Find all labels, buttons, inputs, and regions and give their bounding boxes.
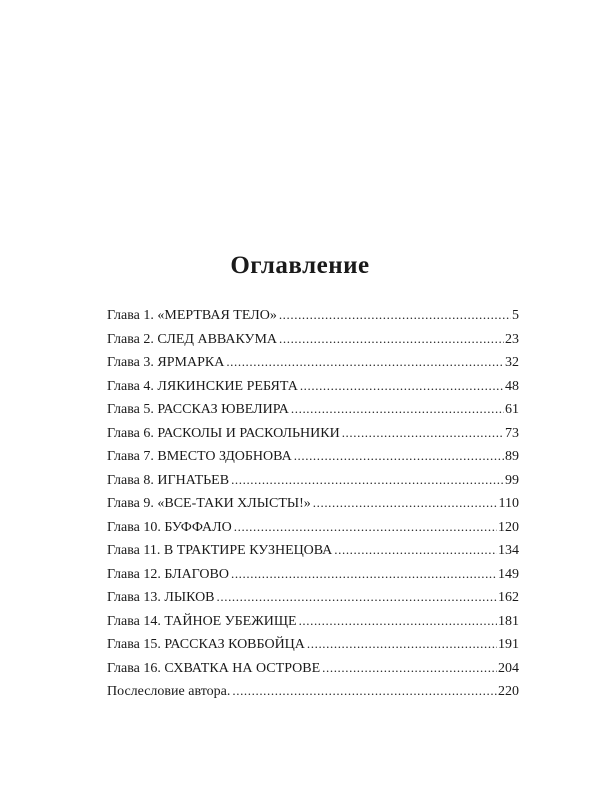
toc-dot-leader bbox=[226, 350, 504, 374]
toc-entry-label: Глава 16. СХВАТКА НА ОСТРОВЕ bbox=[107, 660, 321, 676]
toc-entry-label: Глава 8. ИГНАТЬЕВ bbox=[107, 472, 230, 488]
toc-entry-page: 89 bbox=[505, 449, 519, 464]
toc-dot-leader bbox=[231, 468, 504, 492]
toc-entry-page: 181 bbox=[498, 613, 519, 629]
toc-dot-leader bbox=[231, 562, 497, 586]
toc-entry bbox=[107, 538, 519, 562]
toc-entry bbox=[107, 562, 519, 586]
toc-entry bbox=[107, 585, 519, 609]
toc-entry bbox=[107, 303, 519, 327]
toc-entry-label: Глава 9. «ВСЕ-ТАКИ ХЛЫСТЫ!» bbox=[107, 496, 311, 511]
toc-entry-label: Глава 15. РАССКАЗ КОВБОЙЦА bbox=[107, 637, 305, 652]
toc-dot-leader bbox=[234, 515, 497, 539]
toc-entry-page: 73 bbox=[505, 425, 519, 441]
toc-entry bbox=[107, 468, 519, 492]
page-title: Оглавление bbox=[230, 252, 370, 279]
toc-entry-label: Глава 1. «МЕРТВАЯ ТЕЛО» bbox=[107, 308, 277, 323]
toc-entry bbox=[107, 421, 519, 445]
toc-entry-page: 120 bbox=[498, 519, 519, 535]
toc-entry bbox=[107, 444, 519, 468]
toc-dot-leader bbox=[313, 491, 498, 515]
toc-entry-page: 162 bbox=[498, 590, 519, 605]
toc-entry-label: Глава 2. СЛЕД АВВАКУМА bbox=[107, 331, 278, 347]
toc-entry-label: Глава 5. РАССКАЗ ЮВЕЛИРА bbox=[107, 402, 289, 417]
toc-entry-label: Глава 7. ВМЕСТО ЗДОБНОВА bbox=[107, 449, 292, 464]
toc-entry-page: 99 bbox=[505, 472, 519, 488]
toc-dot-leader bbox=[217, 585, 497, 609]
toc-dot-leader bbox=[279, 303, 511, 327]
toc-entry bbox=[107, 632, 519, 656]
toc-entry-label: Глава 6. РАСКОЛЫ И РАСКОЛЬНИКИ bbox=[107, 425, 340, 441]
toc-entry-page: 32 bbox=[505, 355, 519, 370]
toc-entry bbox=[107, 515, 519, 539]
toc-entry-page: 191 bbox=[498, 637, 519, 652]
toc-entry-page: 220 bbox=[498, 684, 519, 699]
toc-entry bbox=[107, 350, 519, 374]
toc-entry-page: 23 bbox=[505, 331, 519, 347]
toc-entry-page: 149 bbox=[498, 566, 519, 582]
toc-dot-leader bbox=[322, 656, 497, 680]
toc-dot-leader bbox=[299, 609, 497, 633]
toc-entry-page: 48 bbox=[505, 378, 519, 394]
toc-entry bbox=[107, 609, 519, 633]
toc-dot-leader bbox=[294, 444, 504, 468]
toc-entry-page: 110 bbox=[498, 496, 519, 511]
toc-entry bbox=[107, 327, 519, 351]
toc-entry-label: Глава 10. БУФФАЛО bbox=[107, 519, 232, 535]
toc-dot-leader bbox=[300, 374, 504, 398]
toc-entry-page: 204 bbox=[498, 660, 519, 676]
table-of-contents bbox=[107, 303, 519, 703]
toc-dot-leader bbox=[307, 632, 497, 656]
toc-dot-leader bbox=[342, 421, 504, 445]
toc-entry-label: Глава 14. ТАЙНОЕ УБЕЖИЩЕ bbox=[107, 613, 297, 629]
toc-entry bbox=[107, 656, 519, 680]
toc-entry-label: Глава 4. ЛЯКИНСКИЕ РЕБЯТА bbox=[107, 378, 298, 394]
toc-entry-page: 61 bbox=[505, 402, 519, 417]
toc-entry bbox=[107, 397, 519, 421]
toc-entry-label: Глава 13. ЛЫКОВ bbox=[107, 590, 215, 605]
toc-entry-page: 5 bbox=[512, 308, 519, 323]
toc-entry-label: Глава 11. В ТРАКТИРЕ КУЗНЕЦОВА bbox=[107, 543, 333, 558]
toc-entry bbox=[107, 491, 519, 515]
toc-entry bbox=[107, 679, 519, 703]
toc-dot-leader bbox=[334, 538, 497, 562]
toc-entry-label: Послесловие автора. bbox=[107, 684, 231, 699]
toc-entry-page: 134 bbox=[498, 543, 519, 558]
toc-entry-label: Глава 3. ЯРМАРКА bbox=[107, 355, 225, 370]
toc-entry bbox=[107, 374, 519, 398]
toc-entry-label: Глава 12. БЛАГОВО bbox=[107, 566, 229, 582]
toc-dot-leader bbox=[279, 327, 504, 351]
toc-dot-leader bbox=[232, 679, 497, 703]
toc-dot-leader bbox=[291, 397, 504, 421]
